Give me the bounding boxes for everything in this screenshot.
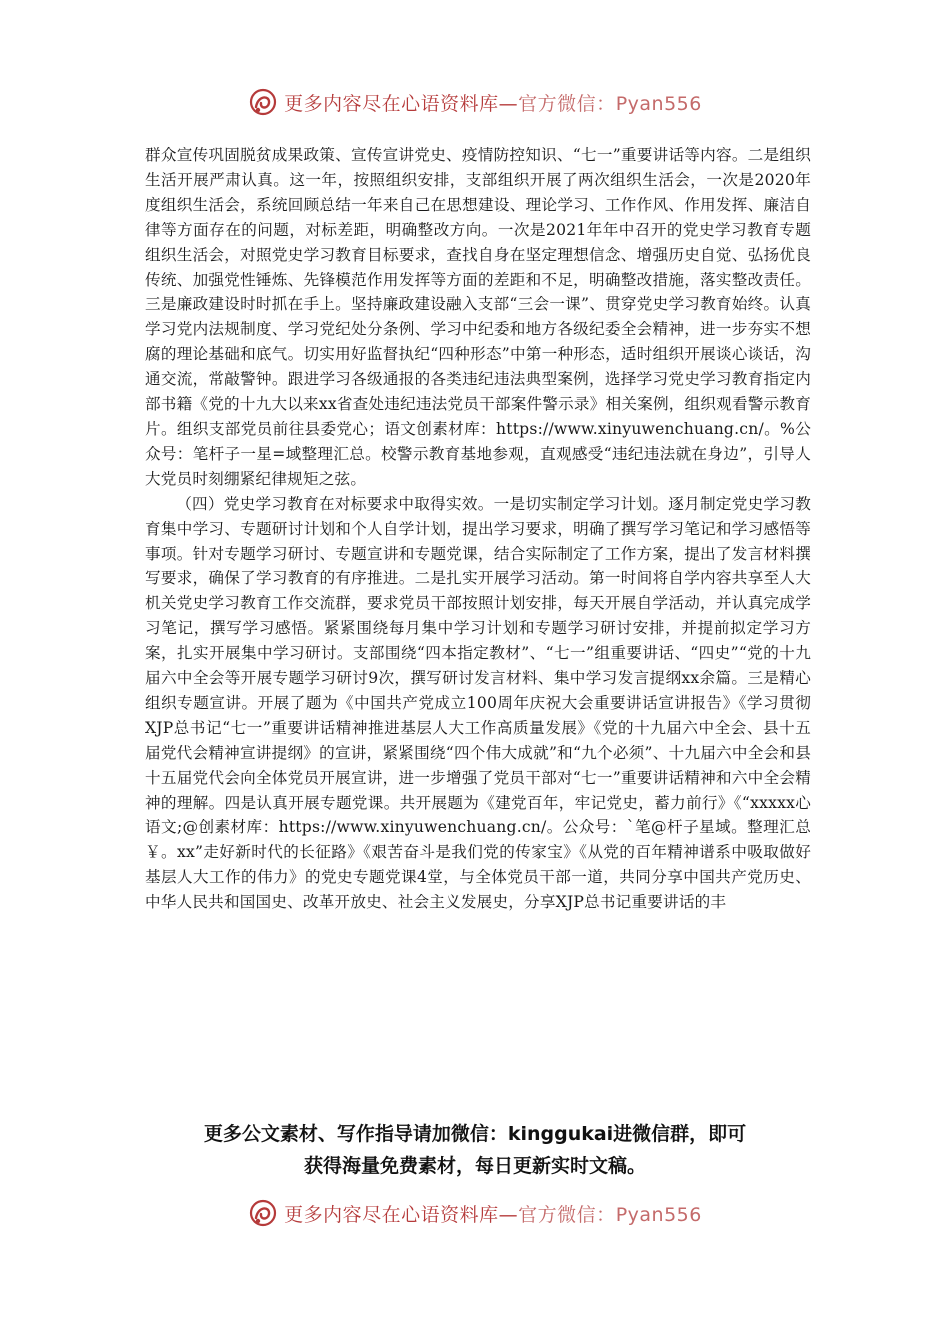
body-paragraph-2: （四）党史学习教育在对标要求中取得实效。一是切实制定学习计划。逐月制定党史学习教育集中学习、专题研讨计划和个人自学计划，提出学习要求，明确了撰写学习笔记和学习感悟等事项。针对专题学习研讨、专题宣讲和专题党课，结合实际制定了工作方案，提出了发言材料撰写要求，确保了学习教育的有序推进。二是扎实开展学习活动。第一时间将自学内容共享至人大机关党史学习教育工作交流群，要求党员干部按照计划安排，每天开展自学活动，并认真完成学习笔记，撰写学习感悟。紧紧围绕每月集中学习计划和专题学习研讨安排，并提前拟定学习方案，扎实开展集中学习研讨。支部围绕“四本指定教材”、“七一”组重要讲话、“四史”“党的十九届六中全会等开展专题学习研讨9次，撰写研讨发言材料、集中学习发言提纲xx余篇。三是精心组织专题宣讲。开展了题为《中国共产党成立100周年庆祝大会重要讲话宣讲报告》《学习贯彻XJP总书记“七一”重要讲话精神推进基层人大工作高质量发展》《党的十九届六中全会、县十五届党代会精神宣讲提纲》的宣讲，紧紧围绕“四个伟大成就”和“九个必须”、十九届六中全会和县十五届党代会向全体党员开展宣讲，进一步增强了党员干部对“七一”重要讲话精神和六中全会精神的理解。四是认真开展专题党课。共开展题为《建党百年，牢记党史，蓄力前行》《“xxxxx心语文;@创素材库：https://www.xinyuwenchuang.cn/。公众号：`笔@杆子星域。整理汇总￥。xx”走好新时代的长征路》《艰苦奋斗是我们党的传家宝》《从党的百年精神谱系中吸取做好基层人大工作的伟力》的党史专题党课4堂，与全体党员干部一道，共同分享中国共产党历史、中华人民共和国国史、改革开放史、社会主义发展史，分享XJP总书记重要讲话的丰 — [145, 494, 811, 912]
promo-line-1: 更多公文素材、写作指导请加微信：kinggukai进微信群，即可 — [203, 1123, 747, 1145]
swirl-logo-icon — [248, 87, 278, 117]
footer-banner-text — [284, 1200, 702, 1227]
footer-banner — [0, 1193, 950, 1233]
header-banner-official: 官方微信： — [518, 92, 616, 115]
header-banner-dash: — — [498, 92, 519, 115]
header-banner-main: 更多内容尽在心语资料库 — [284, 92, 499, 115]
body-paragraph-1: 群众宣传巩固脱贫成果政策、宣传宣讲党史、疫情防控知识、“七一”重要讲话等内容。二是组织生活开展严肃认真。这一年，按照组织安排，支部组织开展了两次组织生活会，一次是2020年度组织生活会，系统回顾总结一年来自己在思想建设、理论学习、工作作风、作用发挥、廉洁自律等方面存在的问题，对标差距，明确整改方向。一次是2021年年中召开的党史学习教育专题组织生活会，对照党史学习教育目标要求，查找自身在坚定理想信念、增强历史自觉、弘扬优良传统、加强党性锤炼、先锋模范作用发挥等方面的差距和不足，明确整改措施，落实整改责任。三是廉政建设时时抓在手上。坚持廉政建设融入支部“三会一课”、贯穿党史学习教育始终。认真学习党内法规制度、学习党纪处分条例、学习中纪委和地方各级纪委全会精神，进一步夯实不想腐的理论基础和底气。切实用好监督执纪“四种形态”中第一种形态，适时组织开展谈心谈话，沟通交流，常敲警钟。跟进学习各级通报的各类违纪违法典型案例，选择学习党史学习教育指定内部书籍《党的十九大以来xx省查处违纪违法党员干部案件警示录》相关案例，组织观看警示教育片。组织支部党员前往县委党心；语文创素材库：https://www.xinyuwenchuang.cn/。%公众号：笔杆子一星=域整理汇总。校警示教育基地参观，直观感受“违纪违法就在身边”，引导人大党员时刻绷紧纪律规矩之弦。 — [145, 146, 811, 488]
promo-notice — [140, 1118, 810, 1182]
header-banner-account: Pyan556 — [615, 92, 702, 115]
document-body — [145, 143, 811, 915]
footer-banner-official: 官方微信： — [518, 1203, 616, 1226]
header-banner-text — [284, 89, 702, 116]
footer-banner-main: 更多内容尽在心语资料库 — [284, 1203, 499, 1226]
footer-banner-dash: — — [498, 1203, 519, 1226]
header-banner — [0, 82, 950, 122]
footer-banner-account: Pyan556 — [615, 1203, 702, 1226]
swirl-logo-icon — [248, 1198, 278, 1228]
promo-line-2: 获得海量免费素材，每日更新实时文稿。 — [303, 1155, 646, 1177]
